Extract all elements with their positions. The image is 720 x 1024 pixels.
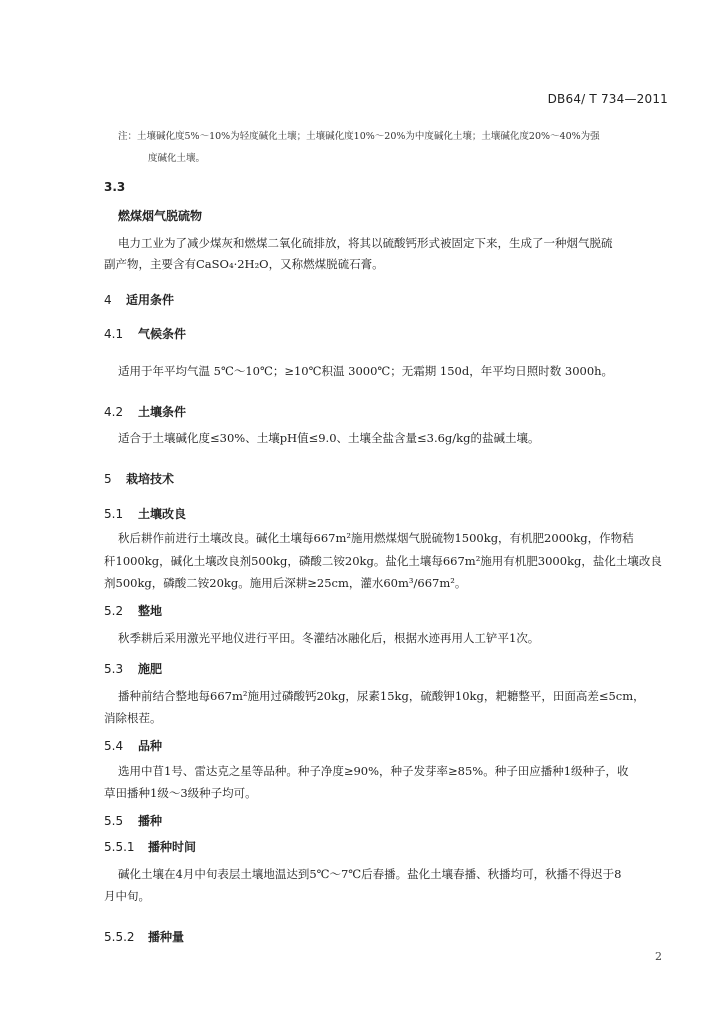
paragraph-line: 选用中苜1号、雷达克之星等品种。种子净度≥90%，种子发芽率≥85%。种子田应播种1级种子，收 (118, 764, 629, 778)
section-heading-5-5-2 (104, 928, 184, 945)
section-number: 5.5.2 (104, 930, 135, 944)
section-number: 4.2 (104, 405, 124, 419)
paragraph-line: 适用于年平均气温 5℃～10℃；≥10℃积温 3000℃；无霜期 150d，年平均日照时数 3000h。 (118, 364, 614, 378)
paragraph-line: 电力工业为了减少煤灰和燃煤二氧化硫排放，将其以硫酸钙形式被固定下来，生成了一种烟气脱硫 (118, 236, 613, 250)
section-title: 播种 (138, 814, 163, 828)
paragraph-line: 秋后耕作前进行土壤改良。碱化土壤每667m²施用燃煤烟气脱硫物1500kg，有机肥2000kg，作物秸 (118, 531, 634, 545)
section-heading-5 (104, 470, 174, 487)
section-title: 栽培技术 (126, 472, 175, 486)
paragraph-line: 草田播种1级～3级种子均可。 (104, 786, 257, 800)
page-number: 2 (655, 950, 662, 963)
section-title: 整地 (138, 604, 163, 618)
section-number: 5.4 (104, 739, 124, 753)
section-number: 5.5 (104, 814, 124, 828)
section-title: 适用条件 (126, 293, 175, 307)
section-title: 品种 (138, 739, 163, 753)
section-title: 播种量 (148, 930, 185, 944)
paragraph-line: 秋季耕后采用激光平地仪进行平田。冬灌结冰融化后，根据水迹再用人工铲平1次。 (118, 631, 540, 645)
section-number: 5.3 (104, 662, 124, 676)
section-number: 5.2 (104, 604, 124, 618)
section-number: 5 (104, 472, 112, 486)
section-title: 土壤条件 (138, 405, 187, 419)
section-title: 播种时间 (148, 840, 197, 854)
section-number-3-3: 3.3 (104, 180, 126, 194)
section-title: 土壤改良 (138, 507, 187, 521)
section-heading-5-5-1 (104, 838, 196, 855)
document-code-header: DB64/ T 734—2011 (547, 92, 668, 106)
section-heading-5-3 (104, 660, 162, 677)
paragraph-line: 播种前结合整地每667m²施用过磷酸钙20kg，尿素15kg，硫酸钾10kg，耙耱整平，田面高差≤5cm， (118, 689, 645, 703)
section-number: 4.1 (104, 327, 124, 341)
paragraph-line: 副产物，主要含有CaSO₄·2H₂O，又称燃煤脱硫石膏。 (104, 257, 384, 271)
note-line-2: 度碱化土壤。 (148, 153, 206, 164)
section-number: 5.5.1 (104, 840, 135, 854)
term-flue-gas-desulfurization: 燃煤烟气脱硫物 (118, 209, 203, 223)
section-heading-5-2 (104, 602, 162, 619)
paragraph-line: 碱化土壤在4月中旬表层土壤地温达到5℃～7℃后春播。盐化土壤春播、秋播均可，秋播不得迟于8 (118, 867, 622, 881)
section-heading-4-1 (104, 325, 186, 342)
section-number: 4 (104, 293, 112, 307)
section-heading-4-2 (104, 403, 186, 420)
paragraph-line: 月中旬。 (104, 889, 150, 903)
section-heading-5-1 (104, 505, 186, 522)
note-line-1: 注：土壤碱化度5%～10%为轻度碱化土壤；土壤碱化度10%～20%为中度碱化土壤；土壤碱化度20%～40%为强 (118, 131, 600, 142)
paragraph-line: 适合于土壤碱化度≤30%、土壤pH值≤9.0、土壤全盐含量≤3.6g/kg的盐碱土壤。 (118, 431, 540, 445)
section-title: 气候条件 (138, 327, 187, 341)
paragraph-line: 剂500kg，磷酸二铵20kg。施用后深耕≥25cm，灌水60m³/667m²。 (104, 576, 467, 590)
section-heading-4 (104, 291, 174, 308)
section-heading-5-4 (104, 737, 162, 754)
section-number: 5.1 (104, 507, 124, 521)
section-heading-5-5 (104, 812, 162, 829)
paragraph-line: 秆1000kg，碱化土壤改良剂500kg，磷酸二铵20kg。盐化土壤每667m²施用有机肥3000kg，盐化土壤改良 (104, 554, 662, 568)
paragraph-line: 消除根茬。 (104, 711, 162, 725)
section-title: 施肥 (138, 662, 163, 676)
